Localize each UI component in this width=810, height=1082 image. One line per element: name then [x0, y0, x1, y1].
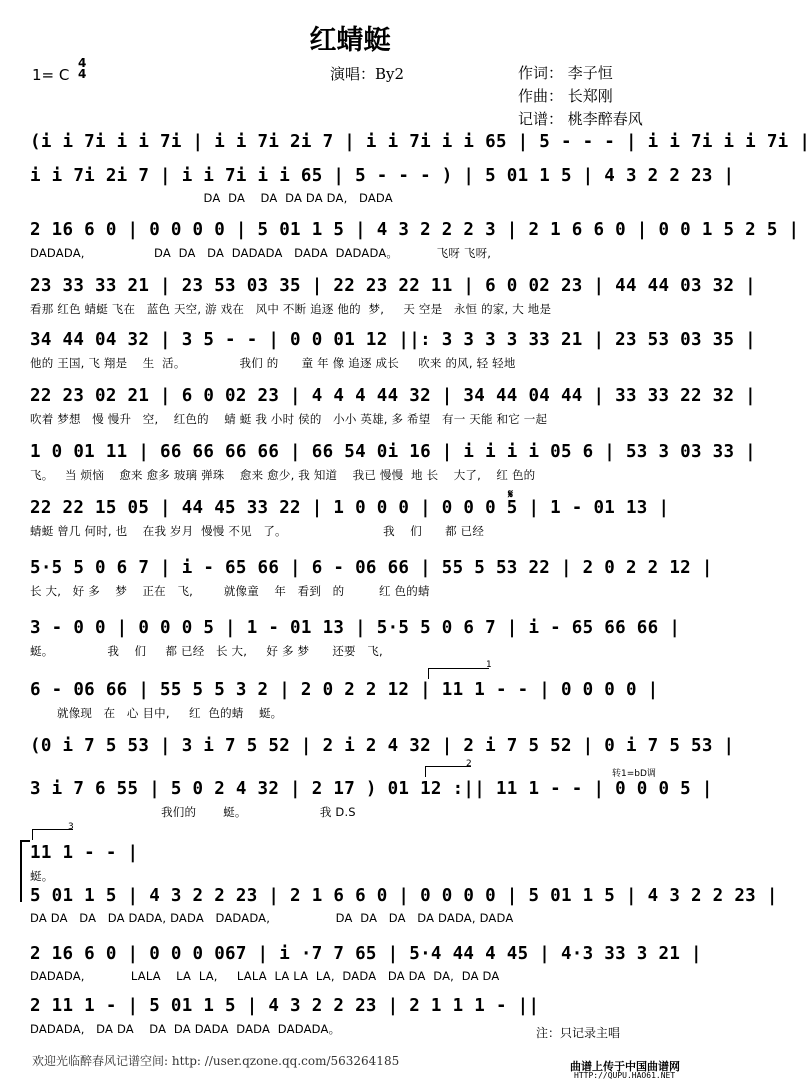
lyrics: DA DA DA DA DA DA, DADA: [30, 191, 393, 205]
notes: 2 11 1 - | 5 01 1 5 | 4 3 2 2 23 | 2 1 1 1 - ||: [30, 996, 540, 1016]
lyrics: 看那 红色 蜻蜓 飞在 蓝色 天空, 游 戏在 风中 不断 追逐 他的 梦, 天 空是 永恒 的家, 大 地是: [30, 302, 552, 316]
segno-mark: 𝄋: [508, 487, 514, 501]
notes: 5 01 1 5 | 4 3 2 2 23 | 2 1 6 6 0 | 0 0 0 0 | 5 01 1 5 | 4 3 2 2 23 |: [30, 886, 778, 906]
notes: 1 0 01 11 | 66 66 66 66 | 66 54 0i 16 | i i i i 05 6 | 53 3 03 33 |: [30, 442, 757, 462]
key-signature: 1= C: [32, 66, 70, 84]
volta-2-number: 2: [466, 759, 472, 769]
notes: 5·5 5 0 6 7 | i - 65 66 | 6 - 06 66 | 55 5 53 22 | 2 0 2 2 12 |: [30, 558, 713, 578]
lyrics: 吹着 梦想 慢 慢升 空, 红色的 蜻 蜓 我 小时 侯的 小小 英雄, 多 希望 有一 天能 和它 一起: [30, 412, 548, 426]
lyricist-credit: 作词： 李子恒: [518, 64, 613, 82]
lyrics: 蜓。 我 们 都 已经 长 大, 好 多 梦 还要 飞,: [30, 644, 383, 658]
coda-bracket: [20, 840, 30, 902]
notes: 34 44 04 32 | 3 5 - - | 0 0 01 12 ||: 3 3 3 3 33 21 | 23 53 03 35 |: [30, 330, 757, 350]
lyrics: 蜻蜓 曾几 何时, 也 在我 岁月 慢慢 不见 了。 我 们 都 已经: [30, 524, 485, 538]
song-title: 红蜻蜓: [309, 25, 391, 56]
lyrics: DA DA DA DA DADA, DADA DADADA, DA DA DA DA DADA, DADA: [30, 911, 514, 925]
lyrics: 长 大, 好 多 梦 正在 飞, 就像童 年 看到 的 红 色的蜻: [30, 584, 430, 598]
notes: 22 22 15 05 | 44 45 33 22 | 1 0 0 0 | 0 0 0 5 | 1 - 01 13 |: [30, 498, 670, 518]
notes: 2 16 6 0 | 0 0 0 0 | 5 01 1 5 | 4 3 2 2 2 3 | 2 1 6 6 0 | 0 0 1 5 2 5 |: [30, 220, 800, 240]
transcription-note: 注：只记录主唱: [536, 1026, 621, 1040]
site-url: HTTP://QUPU.HAO61.NET: [574, 1071, 676, 1080]
notes: 22 23 02 21 | 6 0 02 23 | 4 4 4 44 32 | 34 44 04 44 | 33 33 22 32 |: [30, 386, 757, 406]
lyrics: 飞。 当 烦恼 愈来 愈多 玻璃 弹珠 愈来 愈少, 我 知道 我已 慢慢 地 长 大了, 红 色的: [30, 468, 536, 482]
lyrics: 蜓。: [30, 869, 54, 883]
notes: (0 i 7 5 53 | 3 i 7 5 52 | 2 i 2 4 32 | 2 i 7 5 52 | 0 i 7 5 53 |: [30, 736, 735, 756]
volta-3: [32, 829, 73, 840]
footer-text: 欢迎光临醉春风记谱空间: http: //user.qzone.qq.com/563264185: [32, 1054, 400, 1068]
notes: 3 - 0 0 | 0 0 0 5 | 1 - 01 13 | 5·5 5 0 6 7 | i - 65 66 66 |: [30, 618, 681, 638]
volta-1: [428, 668, 489, 679]
lyrics: DADADA, DA DA DA DA DADA DADA DADADA。: [30, 1022, 341, 1036]
notes: 2 16 6 0 | 0 0 0 067 | i ·7 7 65 | 5·4 44 4 45 | 4·3 33 3 21 |: [30, 944, 702, 964]
lyrics: 他的 王国, 飞 翔是 生 活。 我们 的 童 年 像 追逐 成长 吹来 的风, 轻 轻地: [30, 356, 516, 370]
notes: 23 33 33 21 | 23 53 03 35 | 22 23 22 11 | 6 0 02 23 | 44 44 03 32 |: [30, 276, 757, 296]
notes: 3 i 7 6 55 | 5 0 2 4 32 | 2 17 ) 01 12 :|| 11 1 - - | 0 0 0 5 |: [30, 779, 713, 799]
notes: 11 1 - - |: [30, 843, 139, 863]
volta-3-number: 3: [68, 822, 74, 832]
transcriber-credit: 记谱： 桃李醉春风: [518, 110, 643, 128]
lyrics: DADADA, LALA LA LA, LALA LA LA LA, DADA DA DA DA, DA DA: [30, 969, 500, 983]
lyrics: 就像现 在 心 目中, 红 色的蜻 蜓。: [30, 706, 283, 720]
volta-2: [425, 766, 471, 777]
notes: i i 7i 2i 7 | i i 7i i i 65 | 5 - - - ) | 5 01 1 5 | 4 3 2 2 23 |: [30, 166, 735, 186]
volta-1-number: 1: [486, 660, 492, 670]
time-signature: 4 4: [78, 56, 87, 81]
composer-credit: 作曲： 长郑刚: [518, 87, 613, 105]
notes: (i i 7i i i 7i | i i 7i 2i 7 | i i 7i i i 65 | 5 - - - | i i 7i i i 7i |: [30, 132, 810, 152]
lyrics: 我们的 蜓。 我 D.S: [30, 805, 356, 819]
singer-credit: 演唱：By2: [330, 65, 405, 83]
lyrics: DADADA, DA DA DA DADADA DADA DADADA。 飞呀 飞呀,: [30, 246, 492, 260]
key-change-mark: 转1=bD调: [612, 769, 656, 779]
site-label: 曲谱上传于中国曲谱网: [570, 1060, 680, 1073]
notes: 6 - 06 66 | 55 5 5 3 2 | 2 0 2 2 12 | 11 1 - - | 0 0 0 0 |: [30, 680, 659, 700]
